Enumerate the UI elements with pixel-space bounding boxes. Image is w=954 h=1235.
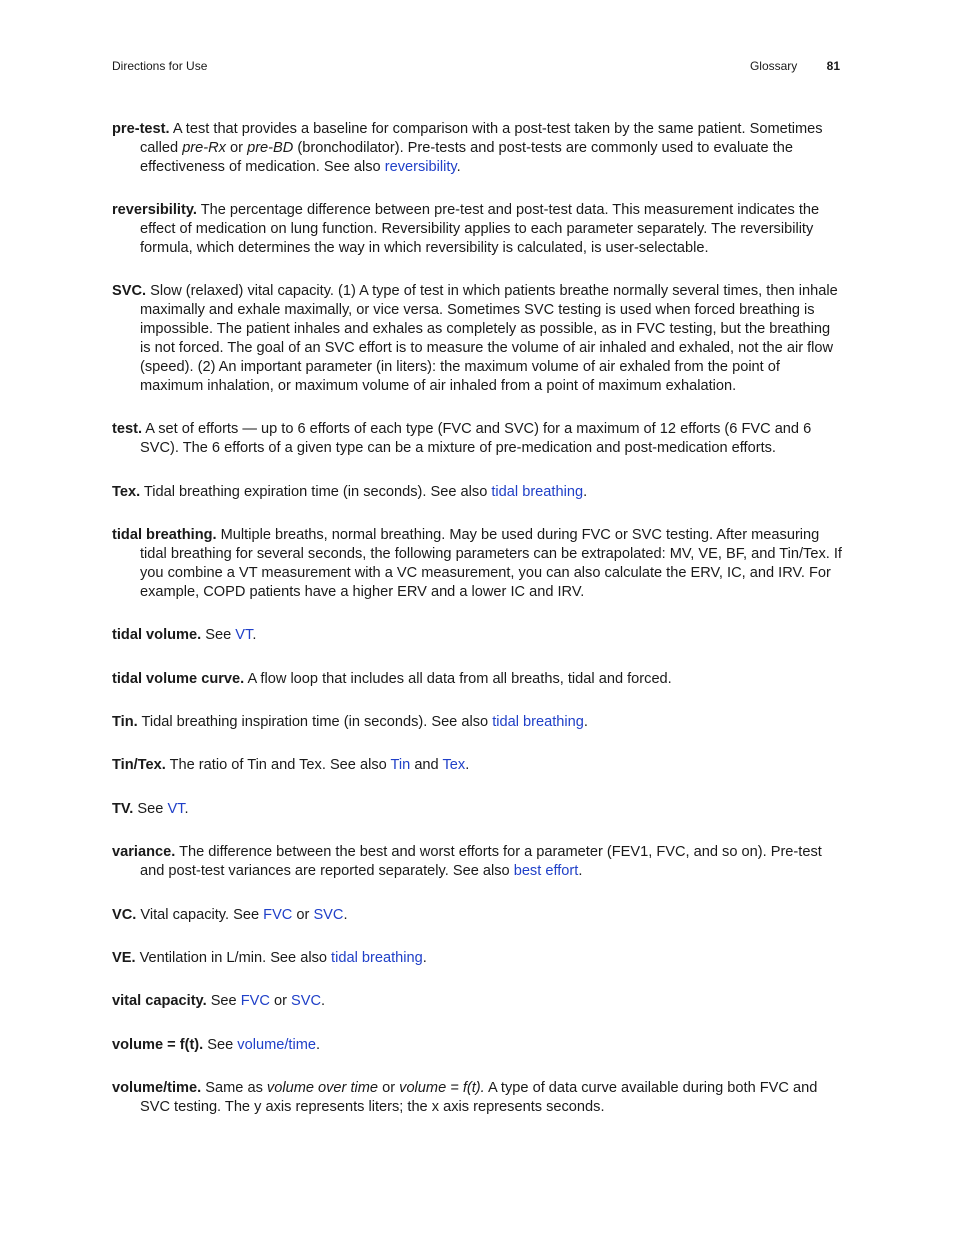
glossary-entry-ve: VE. Ventilation in L/min. See also tidal breathing.	[112, 949, 427, 966]
page-number: 81	[826, 59, 840, 73]
link-tin[interactable]: Tin	[390, 757, 411, 774]
entry-term: variance.	[112, 844, 176, 861]
glossary-entry-volume-time: volume/time. Same as volume over time or volume = f(t). A type of data curve available during both FVC and SVC testing. The y axis represents liters; the x axis represents seconds.	[112, 1080, 818, 1116]
link-tex[interactable]: Tex	[442, 757, 466, 774]
entry-term: Tex.	[112, 483, 141, 500]
link-fvc[interactable]: FVC	[263, 906, 293, 923]
entry-term: Tin/Tex.	[112, 757, 166, 774]
link-best-effort[interactable]: best effort	[513, 863, 579, 880]
link-vt[interactable]: VT	[235, 627, 253, 644]
document-title: Directions for Use	[112, 59, 208, 73]
glossary-entry-tin-tex: Tin/Tex. The ratio of Tin and Tex. See also Tin and Tex.	[112, 757, 470, 774]
entry-term: reversibility.	[112, 202, 197, 219]
glossary-list	[112, 120, 842, 1142]
entry-term: VC.	[112, 906, 137, 923]
entry-term: test.	[112, 421, 143, 438]
header-right	[750, 59, 840, 73]
entry-term: vital capacity.	[112, 993, 207, 1010]
glossary-entry-pre-test: pre-test. A test that provides a baseline for comparison with a post-test taken by the same patient. Sometimes called pre-Rx or pre-BD (bronchodilator). Pre-tests and post-tests are commonly used to evaluate the effectiveness of medication. See also reversibility.	[112, 121, 823, 175]
entry-term: volume/time.	[112, 1080, 202, 1097]
entry-term: volume = f(t).	[112, 1036, 204, 1053]
glossary-entry-tex: Tex. Tidal breathing expiration time (in seconds). See also tidal breathing.	[112, 483, 588, 500]
entry-term: Tin.	[112, 714, 138, 731]
glossary-entry-vc: VC. Vital capacity. See FVC or SVC.	[112, 906, 348, 923]
entry-term: tidal volume curve.	[112, 670, 245, 687]
link-svc[interactable]: SVC	[291, 993, 322, 1010]
link-svc[interactable]: SVC	[313, 906, 344, 923]
glossary-entry-tidal-breathing: tidal breathing. Multiple breaths, normal breathing. May be used during FVC or SVC testing. After measuring tidal breathing for several seconds, the following parameters can be extrapolated: MV, VE, BF, and Tin/Tex. If you combine a VT measurement with a VC measurement, you can also calculate the ERV, IC, and IRV. For example, COPD patients have a higher ERV and a lower IC and IRV.	[112, 527, 842, 600]
glossary-entry-variance: variance. The difference between the best and worst efforts for a parameter (FEV1, FVC, and so on). Pre-test and post-test variances are reported separately. See also best effort.	[112, 844, 822, 880]
entry-term: tidal volume.	[112, 627, 202, 644]
glossary-entry-test: test. A set of efforts — up to 6 efforts of each type (FVC and SVC) for a maximum of 12 efforts (6 FVC and 6 SVC). The 6 efforts of a given type can be a mixture of pre-medication and post-medication efforts.	[112, 421, 812, 457]
glossary-entry-vital-capacity: vital capacity. See FVC or SVC.	[112, 993, 326, 1010]
entry-term: pre-test.	[112, 121, 170, 137]
glossary-entry-tidal-volume: tidal volume. See VT.	[112, 627, 257, 644]
section-name: Glossary	[749, 59, 798, 73]
link-reversibility[interactable]: reversibility	[384, 158, 457, 175]
link-tidal-breathing[interactable]: tidal breathing	[491, 483, 584, 500]
entry-term: TV.	[112, 800, 134, 817]
link-fvc[interactable]: FVC	[240, 993, 270, 1010]
glossary-entry-tin: Tin. Tidal breathing inspiration time (in seconds). See also tidal breathing.	[112, 714, 588, 731]
entry-term: tidal breathing.	[112, 527, 217, 544]
link-tidal-breathing[interactable]: tidal breathing	[331, 949, 423, 966]
link-tidal-breathing[interactable]: tidal breathing	[492, 714, 584, 731]
entry-term: SVC.	[112, 283, 147, 300]
entry-term: VE.	[112, 949, 136, 966]
glossary-entry-tv: TV. See VT.	[112, 800, 189, 817]
link-vt[interactable]: VT	[167, 800, 185, 817]
glossary-entry-volume-f-t: volume = f(t). See volume/time.	[112, 1036, 321, 1053]
page-header	[112, 59, 840, 77]
glossary-entry-reversibility: reversibility. The percentage difference between pre-test and post-test data. This measurement indicates the effect of medication on lung function. Reversibility applies to each parameter separately. The reversibility formula, which determines the way in which reversibility is calculated, is user-selectable.	[112, 202, 820, 257]
link-volume-time[interactable]: volume/time	[237, 1036, 316, 1053]
glossary-entry-svc: SVC. Slow (relaxed) vital capacity. (1) A type of test in which patients breathe normally several times, then inhale maximally and exhale maximally, or vice versa. Sometimes SVC testing is used when forced breathing is impossible. The patient inhales and exhales as completely as possible, as in FVC testing, but the breathing is not forced. The goal of an SVC effort is to measure the volume of air inhaled and exhaled, not the air flow (speed). (2) An important parameter (in liters): the maximum volume of air exhaled from the point of maximum inhalation, or maximum volume of air inhaled from a point of maximum exhalation.	[112, 283, 838, 394]
glossary-entry-tidal-volume-curve: tidal volume curve. A flow loop that includes all data from all breaths, tidal and forced.	[112, 670, 672, 687]
